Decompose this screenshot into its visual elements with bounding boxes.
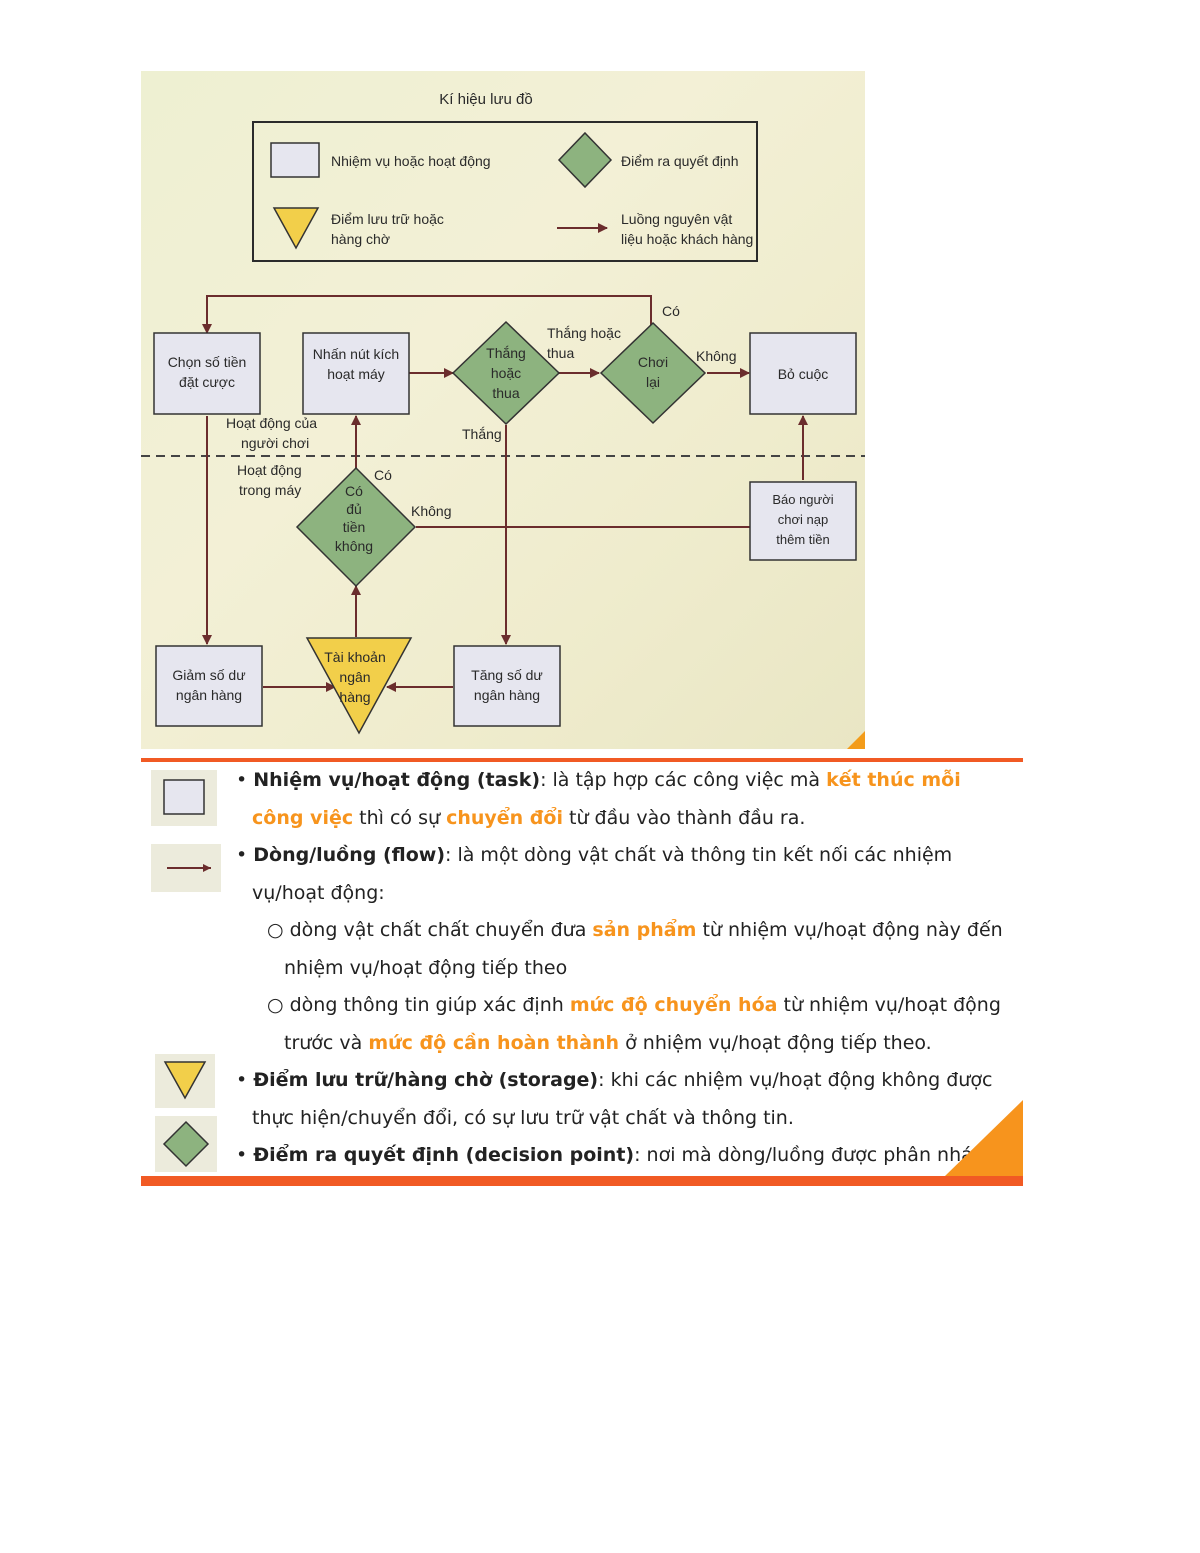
node-enough-money-text-4: không bbox=[334, 538, 374, 554]
node-decrease-text-1: Giảm số dư bbox=[172, 667, 246, 683]
note-task-t1: : là tập hợp các công việc mà bbox=[540, 769, 827, 791]
note-flow-sub2-highlight-1: mức độ chuyển hóa bbox=[569, 994, 778, 1016]
legend-task-label: Nhiệm vụ hoặc hoạt động bbox=[331, 153, 491, 169]
label-no-quit: Không bbox=[696, 348, 737, 364]
legend-decision-label: Điểm ra quyết định bbox=[621, 153, 739, 169]
node-press-button-text-1: Nhấn nút kích bbox=[312, 346, 400, 362]
symbol-notes bbox=[141, 758, 1023, 1186]
legend-storage-label-2: hàng chờ bbox=[331, 231, 391, 247]
note-flow-sub2-a: dòng thông tin giúp xác định bbox=[289, 994, 570, 1016]
task-rect-icon bbox=[151, 770, 217, 826]
note-task-t2: thì có sự bbox=[353, 806, 447, 829]
storage-triangle-icon bbox=[155, 1054, 215, 1108]
legend-flow-label-2: liệu hoặc khách hàng bbox=[621, 231, 754, 247]
note-storage-t1: : khi các nhiệm vụ/hoạt động không được thực hiện/chuyển đổi, có sự lưu trữ vật chất và thông tin. bbox=[252, 1069, 993, 1129]
note-flow-sub2-b: từ nhiệm vụ/hoạt động trước và bbox=[284, 994, 1001, 1054]
label-machine-activity-2: trong máy bbox=[239, 482, 302, 498]
node-decrease-text-2: ngân hàng bbox=[175, 687, 243, 703]
photo-corner-accent bbox=[847, 731, 865, 749]
flowchart-photo bbox=[141, 71, 865, 749]
note-task-highlight-2: chuyển đổi bbox=[446, 806, 563, 829]
node-choose-bet-text-2: đặt cược bbox=[179, 374, 235, 390]
note-decision-t1: : nơi mà dòng/luồng được phân nhánh bbox=[634, 1144, 997, 1166]
legend-task-icon bbox=[271, 143, 319, 177]
note-task-highlight-1: kết thúc mỗi công việc bbox=[252, 769, 961, 829]
node-increase-text-1: Tăng số dư bbox=[471, 667, 543, 683]
note-storage-term: Điểm lưu trữ/hàng chờ (storage) bbox=[253, 1069, 599, 1091]
note-flow-sub-2: ○ dòng thông tin giúp xác định mức độ chuyển hóa từ nhiệm vụ/hoạt động trước và mức độ cần hoàn thành ở nhiệm vụ/hoạt động tiếp theo. bbox=[267, 994, 1001, 1054]
note-flow-sub1-b: từ nhiệm vụ/hoạt động này đến nhiệm vụ/hoạt động tiếp theo bbox=[284, 919, 1003, 979]
label-no-enough: Không bbox=[411, 503, 452, 519]
label-yes-enough: Có bbox=[374, 467, 392, 483]
label-player-activity-2: người chơi bbox=[241, 435, 310, 451]
note-task: • Nhiệm vụ/hoạt động (task): là tập hợp các công việc mà kết thúc mỗi công việc thì có sự chuyển đổi từ đầu vào thành đầu ra. bbox=[236, 769, 961, 829]
node-win-or-lose-text-2: hoặc bbox=[490, 365, 522, 381]
note-flow-sub1-a: dòng vật chất chất chuyển đưa bbox=[289, 919, 593, 941]
note-decision: • Điểm ra quyết định (decision point): nơi mà dòng/luồng được phân nhánh bbox=[236, 1144, 997, 1166]
note-flow-term: Dòng/luồng (flow) bbox=[253, 844, 446, 866]
edge-enough-no bbox=[416, 482, 803, 527]
legend-storage-icon bbox=[274, 208, 318, 248]
note-flow-sub-1: ○ dòng vật chất chất chuyển đưa sản phẩm từ nhiệm vụ/hoạt động này đến nhiệm vụ/hoạt động tiếp theo bbox=[267, 919, 1003, 979]
node-win-or-lose-text-3: thua bbox=[492, 385, 520, 401]
node-increase-balance bbox=[454, 646, 560, 726]
notes-text bbox=[236, 762, 1016, 1175]
label-machine-activity-1: Hoạt động bbox=[237, 462, 302, 478]
node-quit-text: Bỏ cuộc bbox=[777, 366, 829, 382]
node-choose-bet-text-1: Chọn số tiền bbox=[167, 354, 247, 370]
note-task-t3: từ đầu vào thành đầu ra. bbox=[562, 806, 806, 829]
node-notify-text-2: chơi nạp bbox=[777, 512, 829, 527]
node-account-text-1: Tài khoản bbox=[324, 649, 386, 665]
node-increase-text-2: ngân hàng bbox=[473, 687, 541, 703]
label-win-or-lose-1: Thắng hoặc bbox=[547, 325, 621, 341]
node-enough-money-text-3: tiền bbox=[342, 519, 366, 535]
note-decision-term: Điểm ra quyết định (decision point) bbox=[253, 1144, 635, 1166]
node-play-again-text-1: Chơi bbox=[637, 354, 669, 370]
note-task-term: Nhiệm vụ/hoạt động (task) bbox=[253, 769, 541, 791]
note-storage: • Điểm lưu trữ/hàng chờ (storage): khi các nhiệm vụ/hoạt động không được thực hiện/chuyển đổi, có sự lưu trữ vật chất và thông tin. bbox=[236, 1069, 993, 1129]
node-press-button-text-2: hoạt máy bbox=[327, 366, 385, 382]
label-win: Thắng bbox=[462, 426, 502, 442]
node-enough-money-text-2: đủ bbox=[346, 501, 362, 517]
flow-arrow-icon bbox=[151, 844, 221, 892]
legend-flow-label-1: Luồng nguyên vật bbox=[621, 211, 733, 227]
note-flow-t1: : là một dòng vật chất và thông tin kết nối các nhiệm vụ/hoạt động: bbox=[252, 844, 953, 904]
decision-diamond-icon bbox=[155, 1116, 217, 1172]
node-notify-text-3: thêm tiền bbox=[776, 532, 830, 547]
label-win-or-lose-2: thua bbox=[547, 345, 575, 361]
legend-storage-label-1: Điểm lưu trữ hoặc bbox=[331, 211, 444, 227]
node-enough-money-text-1: Có bbox=[345, 483, 363, 499]
node-play-again-text-2: lại bbox=[645, 374, 661, 390]
note-flow-sub2-c: ở nhiệm vụ/hoạt động tiếp theo. bbox=[619, 1031, 932, 1054]
legend-decision-icon bbox=[559, 133, 611, 187]
node-account-text-3: hàng bbox=[339, 689, 371, 705]
node-decrease-balance bbox=[156, 646, 262, 726]
note-flow: • Dòng/luồng (flow): là một dòng vật chất và thông tin kết nối các nhiệm vụ/hoạt động: bbox=[236, 844, 953, 904]
node-account-text-2: ngân bbox=[339, 669, 371, 685]
node-win-or-lose-text-1: Thắng bbox=[486, 345, 526, 361]
diagram-title: Kí hiệu lưu đồ bbox=[439, 91, 533, 108]
note-flow-sub1-highlight: sản phẩm bbox=[592, 919, 697, 941]
flowchart-diagram bbox=[141, 71, 865, 749]
notes-bottom-rule bbox=[141, 1176, 1023, 1186]
label-yes-play-again: Có bbox=[662, 303, 680, 319]
node-notify-text-1: Báo người bbox=[772, 492, 834, 507]
note-flow-sub2-highlight-2: mức độ cần hoàn thành bbox=[368, 1031, 620, 1054]
label-player-activity-1: Hoạt động của bbox=[226, 415, 318, 431]
notes-corner-accent bbox=[945, 1100, 1023, 1176]
